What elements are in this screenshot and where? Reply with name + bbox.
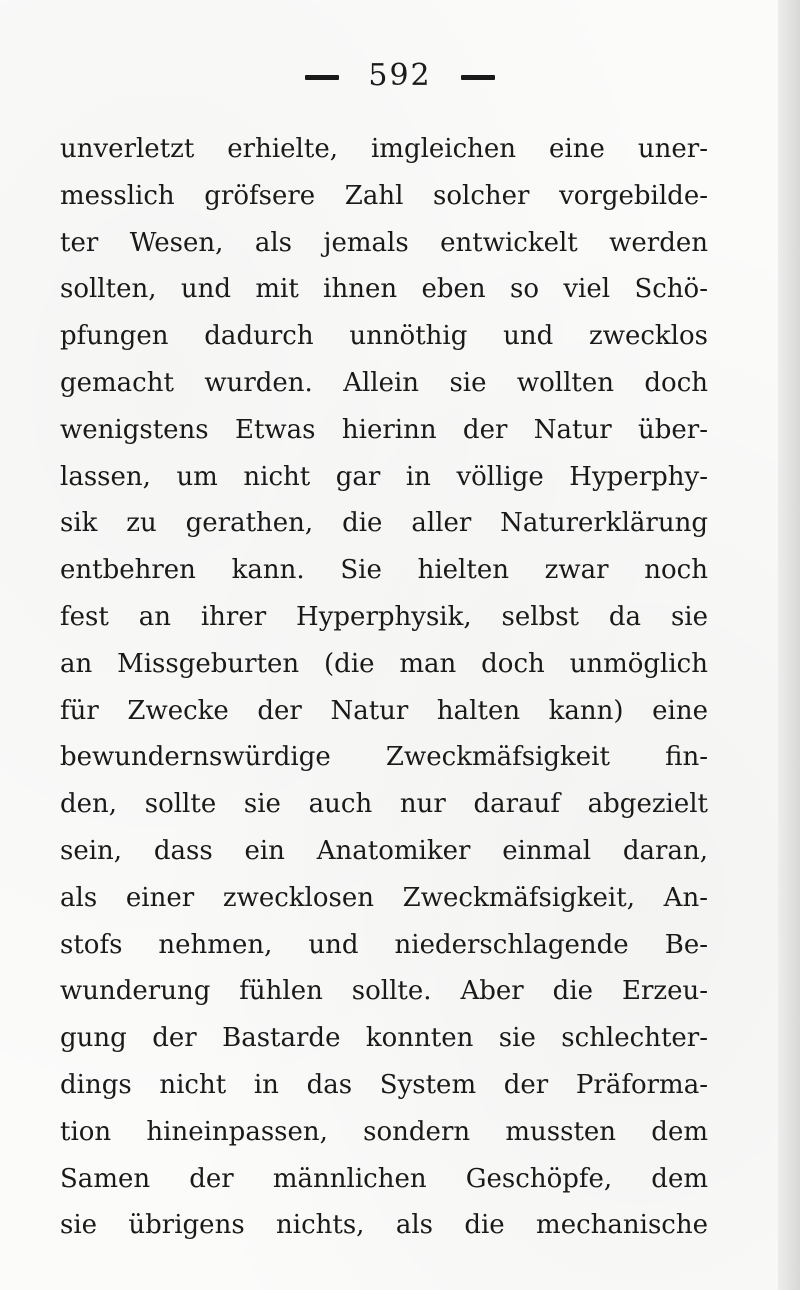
- text-line: fest an ihrer Hyperphysik, selbst da sie: [60, 601, 708, 632]
- header-right-rule: [461, 75, 495, 80]
- text-line: bewundernswürdige Zweckmäfsigkeit fin-: [60, 742, 708, 773]
- text-line: tion hineinpassen, sondern mussten dem: [60, 1116, 708, 1147]
- page-edge-shadow: [778, 0, 800, 1290]
- text-line: lassen, um nicht gar in völlige Hyperphy-: [60, 461, 708, 492]
- body-text: [60, 126, 708, 1249]
- text-line: für Zwecke der Natur halten kann) eine: [60, 695, 708, 726]
- text-line: Samen der männlichen Geschöpfe, dem: [60, 1163, 708, 1194]
- text-line: messlich gröfsere Zahl solcher vorgebilde-: [60, 180, 708, 211]
- text-line: wenigstens Etwas hierinn der Natur über-: [60, 414, 708, 445]
- text-line: entbehren kann. Sie hielten zwar noch: [60, 555, 708, 586]
- page-header: [0, 58, 800, 93]
- page-number: 592: [368, 58, 432, 93]
- text-line: den, sollte sie auch nur darauf abgezielt: [60, 789, 708, 820]
- text-line: wunderung fühlen sollte. Aber die Erzeu-: [60, 976, 708, 1007]
- text-line: als einer zwecklosen Zweckmäfsigkeit, An-: [60, 882, 708, 913]
- text-line: stofs nehmen, und niederschlagende Be-: [60, 929, 708, 960]
- text-line: an Missgeburten (die man doch unmöglich: [60, 648, 708, 679]
- text-line: gung der Bastarde konnten sie schlechter-: [60, 1023, 708, 1054]
- text-line: sik zu gerathen, die aller Naturerklärung: [60, 508, 708, 539]
- header-left-rule: [305, 75, 339, 80]
- text-line: unverletzt erhielte, imgleichen eine uner-: [60, 134, 708, 164]
- text-line: gemacht wurden. Allein sie wollten doch: [60, 367, 708, 398]
- text-line: ter Wesen, als jemals entwickelt werden: [60, 227, 708, 258]
- text-line: sie übrigens nichts, als die mechanische: [60, 1210, 708, 1241]
- text-line: sein, dass ein Anatomiker einmal daran,: [60, 835, 708, 866]
- text-line: sollten, und mit ihnen eben so viel Schö-: [60, 274, 708, 305]
- text-line: pfungen dadurch unnöthig und zwecklos: [60, 321, 708, 352]
- text-line: dings nicht in das System der Präforma-: [60, 1069, 708, 1100]
